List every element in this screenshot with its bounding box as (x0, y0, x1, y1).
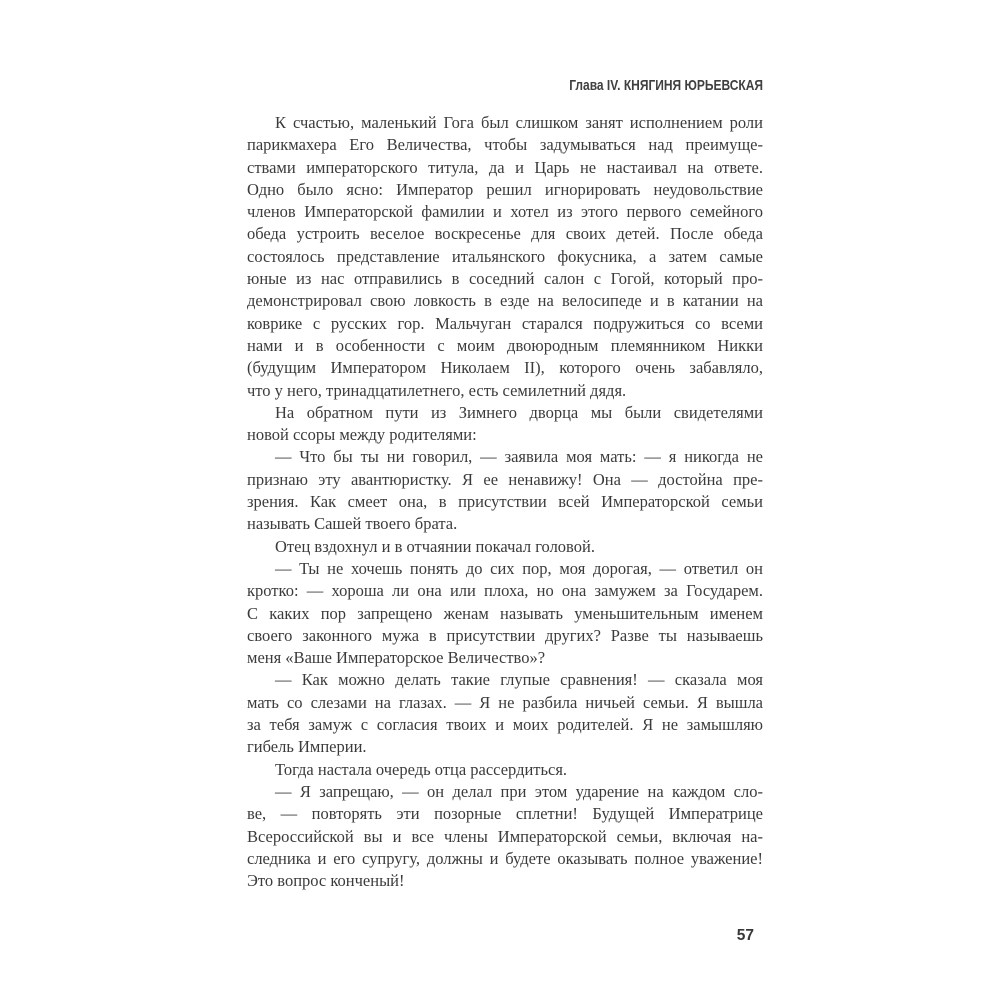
text-line: своего законного мужа в присутствии других? Разве ты называешь (247, 625, 763, 645)
text-line: меня «Ваше Императорское Величество»? (247, 648, 546, 668)
text-line: ве, — повторять эти позорные сплетни! Будущей Императрице (247, 804, 763, 824)
text-line: Тогда настала очередь отца рассердиться. (275, 759, 568, 779)
text-line: К счастью, маленький Гога был слишком занят исполнением роли (275, 113, 763, 132)
text-line: Всероссийской вы и все члены Императорской семьи, включая на- (247, 826, 763, 846)
page-body-text (247, 112, 763, 892)
text-line: новой ссоры между родителями: (247, 425, 477, 445)
text-line: С каких пор запрещено женам называть уменьшительным именем (247, 603, 763, 623)
text-line: называть Сашей твоего брата. (247, 514, 458, 534)
text-line: нами и в особенности с моим двоюродным племянником Никки (247, 335, 763, 355)
text-line: — Ты не хочешь понять до сих пор, моя дорогая, — ответил он (275, 558, 763, 578)
text-line: (будущим Императором Николаем II), которого очень забавляло, (247, 358, 763, 378)
text-line: кротко: — хороша ли она или плоха, но она замужем за Государем. (247, 581, 763, 601)
text-line: коврике с русских гор. Мальчуган старался подружиться со всеми (247, 313, 763, 333)
text-line: ствами императорского титула, да и Царь не настаивал на ответе. (247, 157, 763, 177)
text-line: что у него, тринадцатилетнего, есть семилетний дядя. (247, 380, 627, 400)
text-line: юные из нас отправились в соседний салон с Гогой, который про- (247, 269, 763, 289)
text-line: членов Императорской фамилии и хотел из этого первого семейного (247, 202, 763, 222)
text-line: парикмахера Его Величества, чтобы задумываться над преимуще- (247, 135, 763, 155)
text-line: — Что бы ты ни говорил, — заявила моя мать: — я никогда не (275, 447, 763, 467)
text-line: за тебя замуж с согласия твоих и моих родителей. Я не замышляю (247, 715, 763, 735)
text-line: зрения. Как смеет она, в присутствии всей Императорской семьи (247, 492, 763, 512)
text-line: Это вопрос конченый! (247, 871, 405, 891)
text-line: Отец вздохнул и в отчаянии покачал головой. (275, 536, 595, 556)
text-line: Одно было ясно: Император решил игнорировать неудовольствие (247, 179, 763, 199)
text-line: обеда устроить веселое воскресенье для своих детей. После обеда (247, 224, 763, 244)
text-line: демонстрировал свою ловкость в езде на велосипеде и в катании на (247, 291, 763, 311)
text-line: гибель Империи. (247, 737, 367, 757)
text-line: — Я запрещаю, — он делал при этом ударение на каждом сло- (275, 781, 763, 801)
text-line: мать со слезами на глазах. — Я не разбила ничьей семьи. Я вышла (247, 692, 763, 712)
text-line: состоялось представление итальянского фокусника, а затем самые (247, 246, 763, 266)
chapter-running-head: Глава IV. КНЯГИНЯ ЮРЬЕВСКАЯ (569, 77, 763, 94)
page-number: 57 (736, 927, 754, 944)
text-line: На обратном пути из Зимнего дворца мы были свидетелями (275, 402, 763, 422)
text-line: следника и его супругу, должны и будете оказывать полное уважение! (247, 848, 763, 868)
text-line: — Как можно делать такие глупые сравнения! — сказала моя (275, 670, 763, 690)
text-line: признаю эту авантюристку. Я ее ненавижу! Она — достойна пре- (247, 469, 763, 489)
